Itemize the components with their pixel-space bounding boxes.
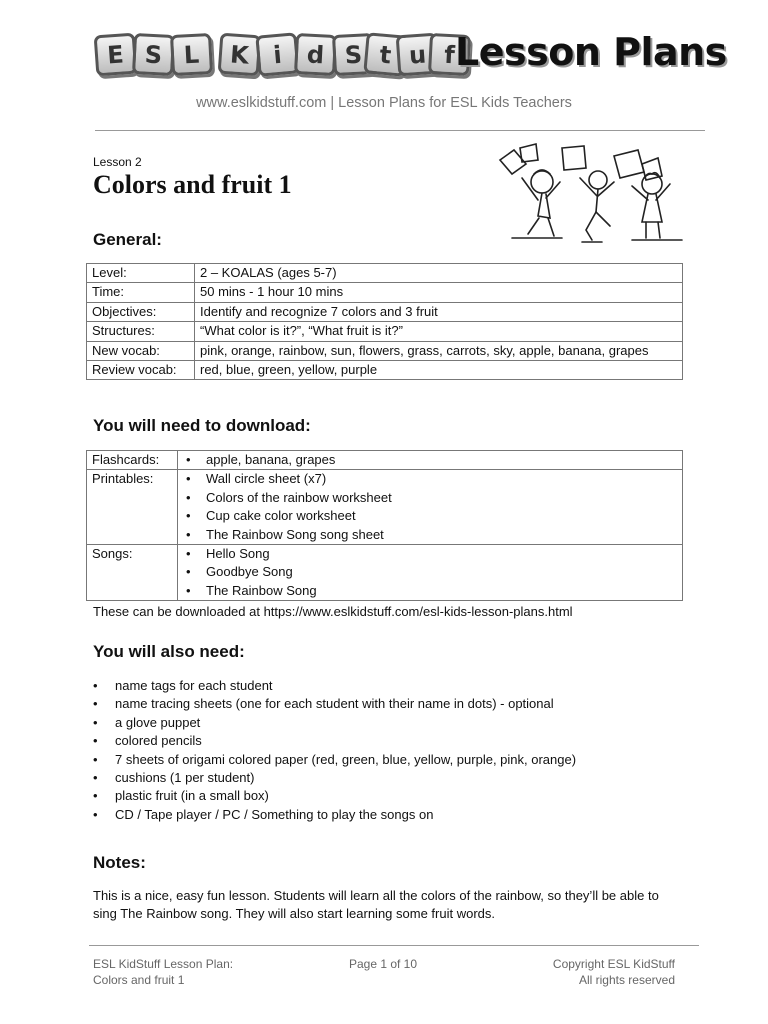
general-label: Review vocab: bbox=[87, 361, 195, 380]
notes-text: This is a nice, easy fun lesson. Students will learn all the colors of the rainbow, so they’ll be able to sing The Rainbow song. They will also start learning some fruit words. bbox=[93, 888, 659, 921]
logo-block-u: u bbox=[396, 33, 440, 77]
footer-right bbox=[480, 956, 675, 988]
list-item: • CD / Tape player / PC / Something to play the songs on bbox=[93, 806, 693, 824]
footer-divider bbox=[89, 945, 699, 946]
table-row bbox=[87, 302, 683, 321]
kids-illustration-icon bbox=[492, 138, 692, 248]
table-row bbox=[87, 470, 683, 545]
general-heading: General: bbox=[93, 230, 162, 249]
general-value: 50 mins - 1 hour 10 mins bbox=[195, 283, 683, 302]
table-row bbox=[87, 451, 683, 470]
general-value: 2 – KOALAS (ages 5-7) bbox=[195, 264, 683, 283]
download-label: Printables: bbox=[87, 470, 178, 545]
general-label: Objectives: bbox=[87, 302, 195, 321]
list-item: • name tags for each student bbox=[93, 677, 693, 695]
list-item: • apple, banana, grapes bbox=[183, 451, 677, 469]
list-item: • 7 sheets of origami colored paper (red, green, blue, yellow, purple, pink, orange) bbox=[93, 751, 693, 769]
list-item: • Wall circle sheet (x7) bbox=[183, 470, 677, 488]
general-value: pink, orange, rainbow, sun, flowers, grass, carrots, sky, apple, banana, grapes bbox=[195, 341, 683, 360]
table-row bbox=[87, 322, 683, 341]
list-item: • colored pencils bbox=[93, 732, 693, 750]
also-need-heading: You will also need: bbox=[93, 642, 245, 661]
download-table bbox=[86, 450, 683, 601]
general-value: Identify and recognize 7 colors and 3 fruit bbox=[195, 302, 683, 321]
logo-block-f: f bbox=[428, 33, 471, 76]
logo-block-k: K bbox=[218, 33, 262, 77]
general-label: Time: bbox=[87, 283, 195, 302]
header-tagline: www.eslkidstuff.com | Lesson Plans for ESL Kids Teachers bbox=[196, 95, 572, 111]
logo-block-l: L bbox=[170, 33, 213, 76]
list-item: • The Rainbow Song song sheet bbox=[183, 526, 677, 544]
logo-block-d: d bbox=[294, 33, 337, 76]
general-table bbox=[86, 263, 683, 380]
footer-rights: All rights reserved bbox=[578, 973, 675, 987]
table-row bbox=[87, 361, 683, 380]
also-need-list bbox=[93, 677, 693, 824]
list-item: • The Rainbow Song bbox=[183, 582, 677, 600]
header-logo bbox=[95, 30, 727, 88]
footer-page-number: Page 1 of 10 bbox=[348, 957, 418, 971]
general-value: “What color is it?”, “What fruit is it?” bbox=[195, 322, 683, 341]
table-row bbox=[87, 545, 683, 601]
download-label: Flashcards: bbox=[87, 451, 178, 470]
lesson-number: Lesson 2 bbox=[93, 155, 142, 169]
general-label: New vocab: bbox=[87, 341, 195, 360]
logo-block-i: i bbox=[255, 32, 299, 76]
logo-block-s: S bbox=[132, 33, 175, 76]
table-row bbox=[87, 283, 683, 302]
footer-left bbox=[93, 956, 233, 988]
footer-left-line2: Colors and fruit 1 bbox=[93, 973, 185, 987]
header-divider bbox=[95, 130, 705, 131]
list-item: • name tracing sheets (one for each student with their name in dots) - optional bbox=[93, 695, 693, 713]
download-note: These can be downloaded at https://www.eslkidstuff.com/esl-kids-lesson-plans.html bbox=[93, 604, 573, 619]
general-value: red, blue, green, yellow, purple bbox=[195, 361, 683, 380]
notes-heading: Notes: bbox=[93, 853, 146, 872]
list-item: • Cup cake color worksheet bbox=[183, 507, 677, 525]
table-row bbox=[87, 341, 683, 360]
list-item: • Colors of the rainbow worksheet bbox=[183, 489, 677, 507]
general-label: Structures: bbox=[87, 322, 195, 341]
table-row bbox=[87, 264, 683, 283]
lesson-title: Colors and fruit 1 bbox=[93, 170, 292, 199]
logo-block-t: t bbox=[363, 32, 407, 76]
list-item: • a glove puppet bbox=[93, 714, 693, 732]
download-heading: You will need to download: bbox=[93, 416, 311, 435]
list-item: • Hello Song bbox=[183, 545, 677, 563]
footer-left-line1: ESL KidStuff Lesson Plan: bbox=[93, 957, 234, 971]
header-title: Lesson Plans bbox=[455, 30, 727, 74]
footer-copyright: Copyright ESL KidStuff bbox=[552, 957, 675, 971]
general-label: Level: bbox=[87, 264, 195, 283]
list-item: • plastic fruit (in a small box) bbox=[93, 787, 693, 805]
list-item: • cushions (1 per student) bbox=[93, 769, 693, 787]
logo-block-s2: S bbox=[332, 33, 375, 76]
download-label: Songs: bbox=[87, 545, 178, 601]
list-item: • Goodbye Song bbox=[183, 563, 677, 581]
logo-block-e: E bbox=[94, 33, 138, 77]
